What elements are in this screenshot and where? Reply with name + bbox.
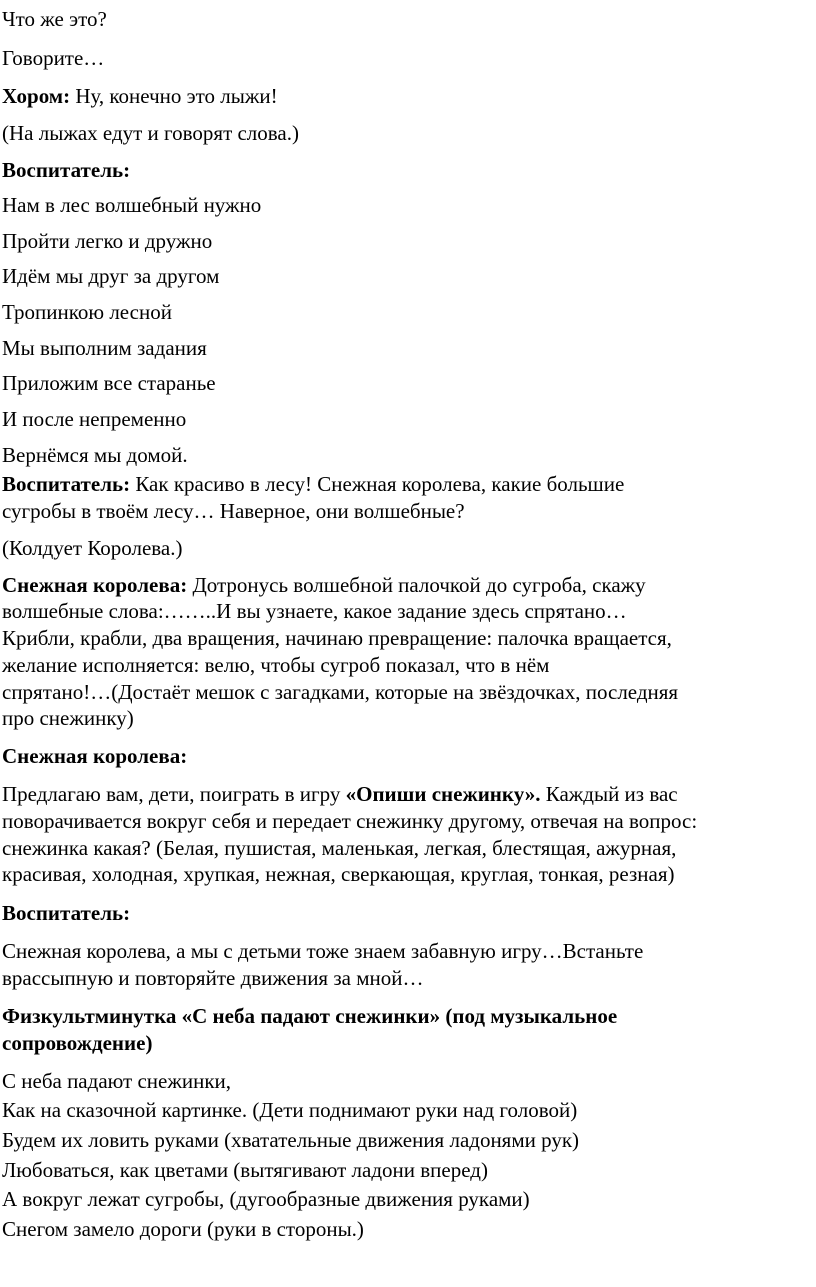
text-line: желание исполняется: велю, чтобы сугроб показал, что в нём [2, 653, 550, 677]
speaker-label: Воспитатель: [2, 901, 131, 925]
text-line: красивая, холодная, хрупкая, нежная, сверкающая, круглая, тонкая, резная) [2, 862, 675, 886]
poem-line: С неба падают снежинки, [2, 1069, 232, 1093]
speaker-label: Воспитатель: [2, 158, 131, 182]
poem-line: И после непременно [2, 407, 187, 431]
text-line: Что же это? [2, 7, 107, 31]
poem-line: Снегом замело дороги (руки в стороны.) [2, 1217, 364, 1241]
speaker-label: Снежная королева: [2, 744, 188, 768]
text-line: Воспитатель: Как красиво в лесу! Снежная королева, какие большие [2, 472, 625, 496]
section-heading: сопровождение) [2, 1031, 153, 1055]
poem-line: Вернёмся мы домой. [2, 443, 188, 467]
text-line: Хором: Ну, конечно это лыжи! [2, 84, 278, 108]
poem-line: А вокруг лежат сугробы, (дугообразные движения руками) [2, 1187, 530, 1211]
text-line: про снежинку) [2, 706, 134, 730]
poem-line: Пройти легко и дружно [2, 229, 213, 253]
poem-line: Мы выполним задания [2, 336, 207, 360]
text-line: волшебные слова:……..И вы узнаете, какое задание здесь спрятано… [2, 599, 627, 623]
section-heading: Физкультминутка «С неба падают снежинки» (под музыкальное [2, 1004, 618, 1028]
text-line: врассыпную и повторяйте движения за мной… [2, 966, 424, 990]
text-line: Снежная королева, а мы с детьми тоже знаем забавную игру…Встаньте [2, 939, 644, 963]
poem-line: Идём мы друг за другом [2, 264, 220, 288]
text-line: спрятано!…(Достаёт мешок с загадками, которые на звёздочках, последняя [2, 680, 679, 704]
text-line: снежинка какая? (Белая, пушистая, маленькая, легкая, блестящая, ажурная, [2, 836, 677, 860]
poem-line: Тропинкою лесной [2, 300, 172, 324]
text-line: (На лыжах едут и говорят слова.) [2, 121, 299, 145]
poem-line: Нам в лес волшебный нужно [2, 193, 262, 217]
text-line: Говорите… [2, 46, 105, 70]
text-line: поворачивается вокруг себя и передает снежинку другому, отвечая на вопрос: [2, 809, 698, 833]
poem-line: Как на сказочной картинке. (Дети поднимают руки над головой) [2, 1098, 578, 1122]
poem-line: Любоваться, как цветами (вытягивают ладони вперед) [2, 1158, 488, 1182]
text-line: Предлагаю вам, дети, поиграть в игру «Опиши снежинку». Каждый из вас [2, 782, 678, 806]
text-line: (Колдует Королева.) [2, 536, 183, 560]
text-line: сугробы в твоём лесу… Наверное, они волшебные? [2, 499, 465, 523]
text-line: Снежная королева: Дотронусь волшебной палочкой до сугроба, скажу [2, 573, 646, 597]
poem-line: Приложим все старанье [2, 371, 216, 395]
text-line: Крибли, крабли, два вращения, начинаю превращение: палочка вращается, [2, 626, 672, 650]
poem-line: Будем их ловить руками (хватательные движения ладонями рук) [2, 1128, 580, 1152]
